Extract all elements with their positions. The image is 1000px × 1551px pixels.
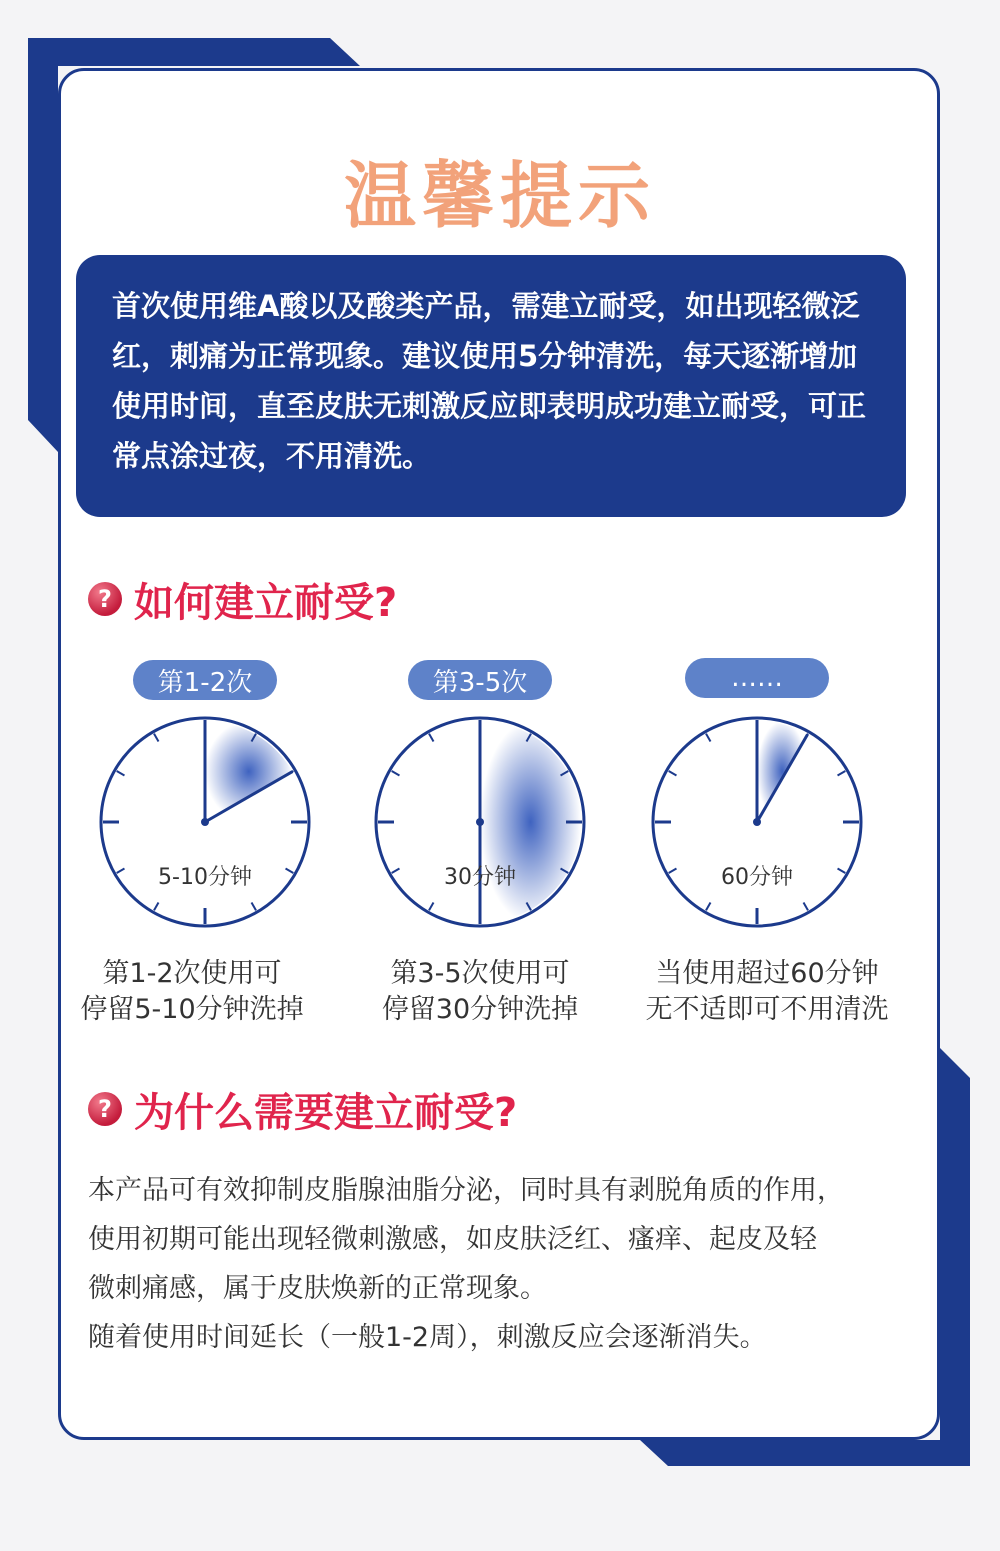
- why-line-1: 本产品可有效抑制皮脂腺油脂分泌，同时具有剥脱角质的作用，: [88, 1175, 844, 1206]
- clock-stage-2: [370, 712, 590, 932]
- stage-caption-3: [617, 956, 917, 1028]
- stage-pill-1: 第1-2次: [133, 660, 277, 700]
- stage-caption-2-line2: 停留30分钟洗掉: [381, 994, 579, 1025]
- clock-label-3: 60分钟: [721, 865, 793, 890]
- clock-center: [201, 818, 209, 826]
- notice-box: [76, 255, 906, 517]
- why-paragraph: [88, 1166, 908, 1362]
- stage-pill-2: 第3-5次: [408, 660, 552, 700]
- clock-stage-3: [647, 712, 867, 932]
- stage-pill-3: ……: [685, 658, 829, 698]
- section-why-title: 为什么需要建立耐受?: [134, 1089, 518, 1136]
- section-how-title: 如何建立耐受?: [134, 579, 398, 626]
- why-line-3: 微刺痛感，属于皮肤焕新的正常现象。: [88, 1273, 547, 1304]
- stage-caption-3-line1: 当使用超过60分钟: [655, 958, 879, 989]
- question-icon: ?: [88, 582, 122, 616]
- clock-stage-1: [95, 712, 315, 932]
- why-line-4: 随着使用时间延长（一般1-2周），刺激反应会逐渐消失。: [88, 1322, 767, 1353]
- time-wedge: [480, 721, 581, 923]
- notice-text: 首次使用维A酸以及酸类产品，需建立耐受，如出现轻微泛红，刺痛为正常现象。建议使用5分钟清洗，每天逐渐增加使用时间，直至皮肤无刺激反应即表明成功建立耐受，可正常点涂过夜，不用清洗。: [112, 289, 867, 473]
- page-title: 温馨提示: [343, 154, 656, 238]
- stage-caption-2: [330, 956, 630, 1028]
- clock-label-1: 5-10分钟: [158, 865, 252, 890]
- stage-caption-1-line2: 停留5-10分钟洗掉: [80, 994, 304, 1025]
- question-icon: ?: [88, 1092, 122, 1126]
- why-line-2: 使用初期可能出现轻微刺激感，如皮肤泛红、瘙痒、起皮及轻: [88, 1224, 817, 1255]
- section-how-header: [88, 569, 397, 629]
- stage-caption-2-line1: 第3-5次使用可: [390, 958, 570, 989]
- stage-caption-3-line2: 无不适即可不用清洗: [645, 994, 889, 1025]
- clock-center: [476, 818, 484, 826]
- stage-caption-1-line1: 第1-2次使用可: [102, 958, 282, 989]
- clock-center: [753, 818, 761, 826]
- stage-caption-1: [42, 956, 342, 1028]
- section-why-header: [88, 1079, 517, 1139]
- clock-label-2: 30分钟: [444, 865, 516, 890]
